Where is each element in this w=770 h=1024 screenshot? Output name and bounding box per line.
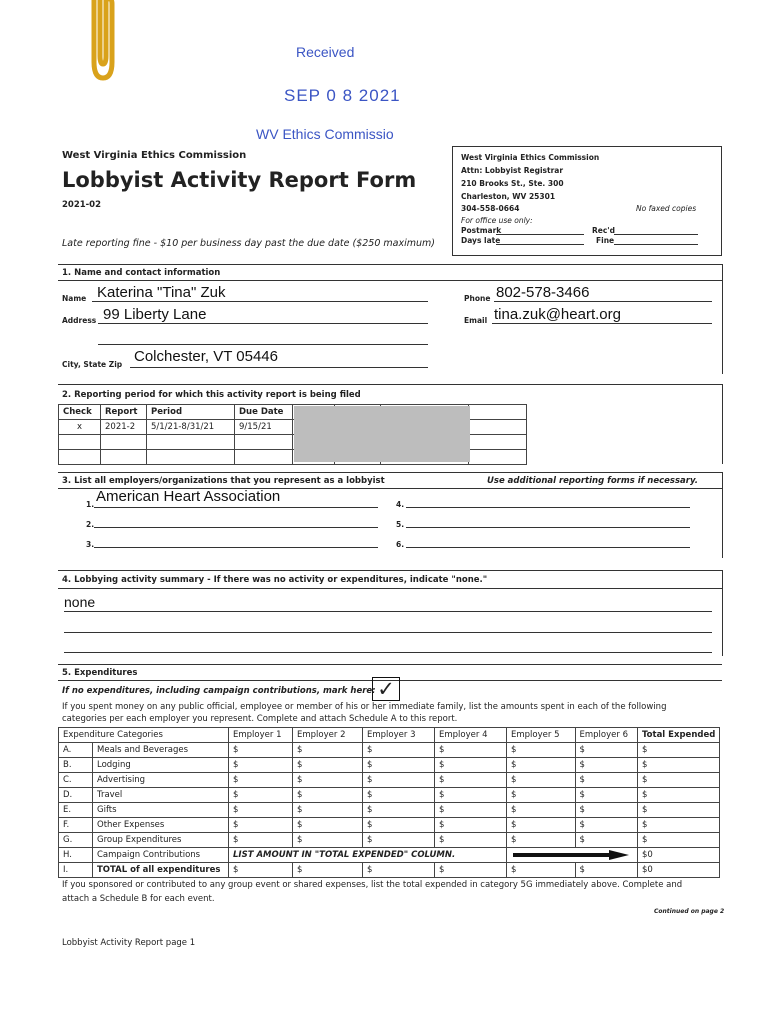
no-expenditures-label: If no expenditures, including campaign contributions, mark here: <box>62 686 376 696</box>
col-due-date: Due Date <box>235 405 293 420</box>
mail-line-5: 304-558-0664 <box>461 204 520 213</box>
employer-5-number: 5. <box>396 520 405 529</box>
recd-label: Rec'd <box>592 226 615 235</box>
days-late-label: Days late <box>461 236 501 245</box>
report-cell: 2021-2 <box>101 420 147 435</box>
fine-label: Fine <box>596 236 615 245</box>
phone-label: Phone <box>464 294 491 303</box>
table-row: G. Group Expenditures $ $ $ $ $ $ $ <box>59 833 720 848</box>
mail-line-2: Attn: Lobbyist Registrar <box>461 166 564 175</box>
col-employer-3: Employer 3 <box>363 728 435 743</box>
campaign-total: $0 <box>638 848 720 863</box>
postmark-label: Postmark <box>461 226 502 235</box>
mail-line-1: West Virginia Ethics Commission <box>461 153 600 162</box>
arrow-right-icon <box>511 850 633 860</box>
table-row: E. Gifts $ $ $ $ $ $ $ <box>59 803 720 818</box>
table-row: B. Lodging $ $ $ $ $ $ $ <box>59 758 720 773</box>
paperclip-icon <box>86 0 120 82</box>
continued-note: Continued on page 2 <box>654 908 725 915</box>
received-org: WV Ethics Commissio <box>256 126 394 142</box>
due-date-cell: 9/15/21 <box>235 420 293 435</box>
city-field[interactable]: Colchester, VT 05446 <box>134 348 278 365</box>
page-footer: Lobbyist Activity Report page 1 <box>62 938 196 948</box>
col-categories: Expenditure Categories <box>59 728 229 743</box>
page-title: Lobbyist Activity Report Form <box>62 168 417 192</box>
section4-heading: 4. Lobbying activity summary - If there was no activity or expenditures, indicate "none." <box>62 575 488 585</box>
total-row: I. TOTAL of all expenditures $ $ $ $ $ $ $0 <box>59 863 720 878</box>
received-stamp: Received <box>296 44 355 60</box>
col-check: Check <box>59 405 101 420</box>
mail-line-3: 210 Brooks St., Ste. 300 <box>461 179 564 188</box>
instructions-line-1: If you spent money on any public official, employee or member of his or her immediate family, list the amounts spent in each of the following <box>62 702 667 712</box>
address-field[interactable]: 99 Liberty Lane <box>103 306 207 323</box>
col-employer-5: Employer 5 <box>507 728 576 743</box>
form-number: 2021-02 <box>62 200 102 210</box>
email-field[interactable]: tina.zuk@heart.org <box>494 306 621 323</box>
col-report: Report <box>101 405 147 420</box>
phone-field[interactable]: 802-578-3466 <box>496 284 590 301</box>
check-cell[interactable]: x <box>59 420 101 435</box>
additional-forms-note: Use additional reporting forms if necessary. <box>487 476 698 486</box>
city-label: City, State Zip <box>62 360 123 369</box>
header-org: West Virginia Ethics Commission <box>62 150 247 161</box>
section2-heading: 2. Reporting period for which this activity report is being filed <box>62 390 361 400</box>
name-field[interactable]: Katerina "Tina" Zuk <box>97 284 226 301</box>
received-date: SEP 0 8 2021 <box>284 86 401 105</box>
redacted-block <box>294 406 470 462</box>
col-period: Period <box>147 405 235 420</box>
employer-4-number: 4. <box>396 500 405 509</box>
employer-1-number: 1. <box>86 500 95 509</box>
activity-summary-field[interactable]: none <box>64 594 96 610</box>
employer-1-field[interactable]: American Heart Association <box>96 488 281 505</box>
instructions-line-2: categories per each employer you represent. Complete and attach Schedule A to this report. <box>62 714 458 724</box>
col-employer-1: Employer 1 <box>229 728 293 743</box>
address-label: Address <box>62 316 97 325</box>
section5-heading: 5. Expenditures <box>62 668 138 678</box>
col-employer-2: Employer 2 <box>293 728 363 743</box>
no-expenditures-checkbox[interactable]: ✓ <box>372 677 400 701</box>
section1-heading: 1. Name and contact information <box>62 268 221 278</box>
campaign-contributions-row: H. Campaign Contributions LIST AMOUNT IN "TOTAL EXPENDED" COLUMN. $0 <box>59 848 720 863</box>
table-row: A. Meals and Beverages $ $ $ $ $ $ $ <box>59 743 720 758</box>
name-label: Name <box>62 294 87 303</box>
table-row: F. Other Expenses $ $ $ $ $ $ $ <box>59 818 720 833</box>
period-cell: 5/1/21-8/31/21 <box>147 420 235 435</box>
grand-total: $0 <box>638 863 720 878</box>
employer-2-number: 2. <box>86 520 95 529</box>
col-total-expended: Total Expended <box>638 728 720 743</box>
campaign-note: LIST AMOUNT IN "TOTAL EXPENDED" COLUMN. <box>229 848 507 863</box>
no-fax-note: No faxed copies <box>636 204 697 213</box>
office-use-label: For office use only: <box>461 216 533 225</box>
footer-note-1: If you sponsored or contributed to any group event or shared expenses, list the total expended in category 5G immediately above. Complete and <box>62 880 683 890</box>
employer-3-number: 3. <box>86 540 95 549</box>
table-row: C. Advertising $ $ $ $ $ $ $ <box>59 773 720 788</box>
footer-note-2: attach a Schedule B for each event. <box>62 894 215 904</box>
email-label: Email <box>464 316 488 325</box>
table-row: D. Travel $ $ $ $ $ $ $ <box>59 788 720 803</box>
col-employer-4: Employer 4 <box>435 728 507 743</box>
late-fine-note: Late reporting fine - $10 per business day past the due date ($250 maximum) <box>62 238 435 249</box>
section3-heading: 3. List all employers/organizations that you represent as a lobbyist <box>62 476 385 486</box>
expenditures-table <box>58 727 720 878</box>
employer-6-number: 6. <box>396 540 405 549</box>
mail-line-4: Charleston, WV 25301 <box>461 192 556 201</box>
col-employer-6: Employer 6 <box>575 728 637 743</box>
